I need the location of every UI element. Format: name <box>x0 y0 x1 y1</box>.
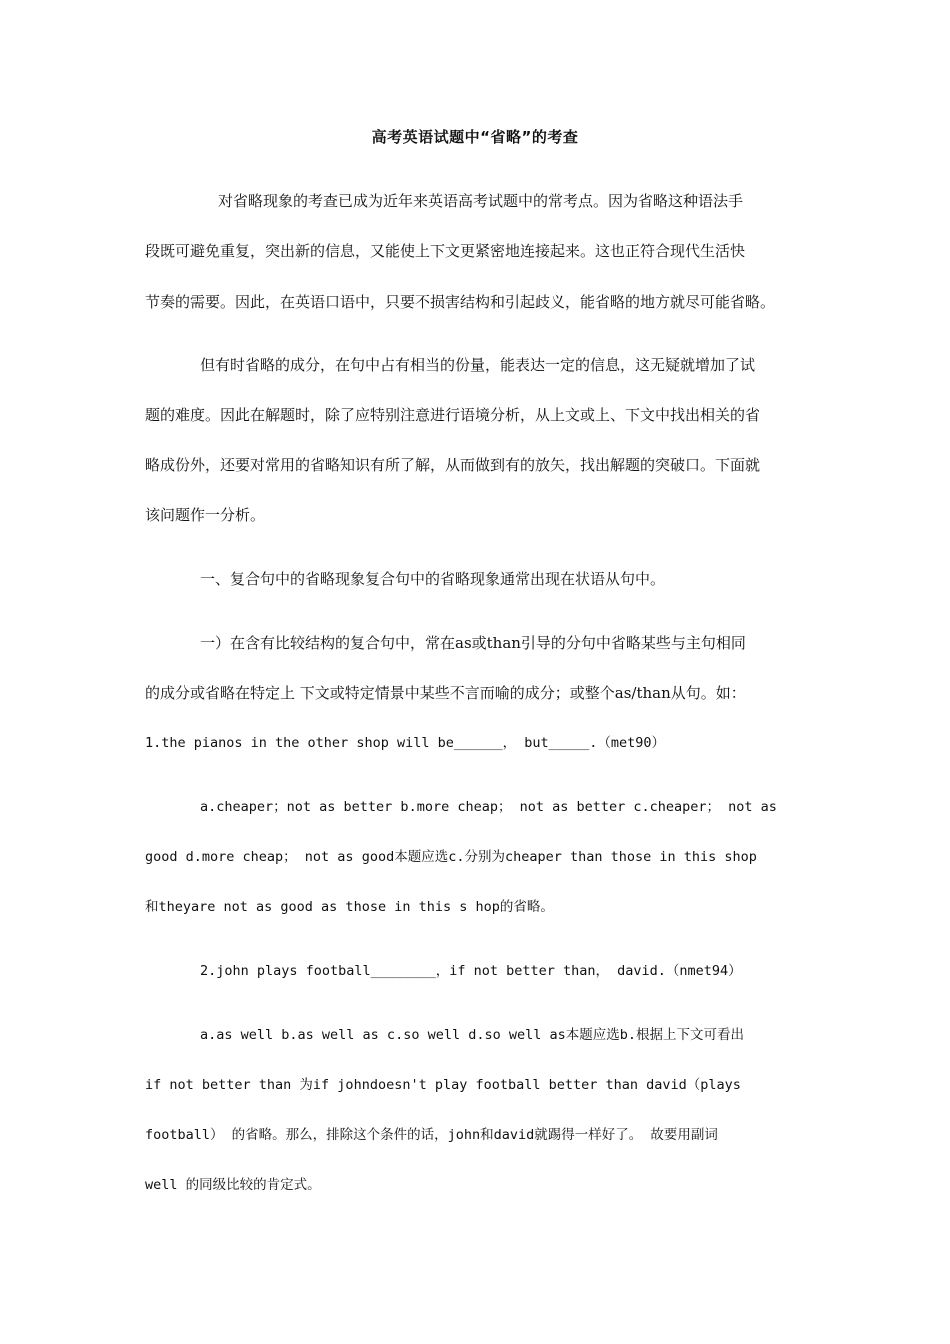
example-1-line-3: 和theyare not as good as those in this s hop的省略。 <box>145 899 554 915</box>
question-2: 2.john plays football________，if not better than， david.（nmet94） <box>200 963 742 979</box>
paragraph-2-line-3: 略成份外，还要对常用的省略知识有所了解，从而做到有的放矢，找出解题的突破口。下面就 <box>145 456 761 474</box>
example-2-line-2: if not better than 为if johndoesn't play football better than david（plays <box>145 1077 741 1093</box>
paragraph-2-line-4: 该问题作一分析。 <box>145 506 266 524</box>
subsection-1-line-1: 一）在含有比较结构的复合句中，常在as或than引导的分句中省略某些与主句相同 <box>200 634 746 652</box>
example-2-line-3: football） 的省略。那么，排除这个条件的话，john和david就踢得一样好了。 故要用副词 <box>145 1127 718 1143</box>
question-1: 1.the pianos in the other shop will be______， but_____.（met90） <box>145 735 666 751</box>
example-1-line-2: good d.more cheap； not as good本题应选c.分别为cheaper than those in this shop <box>145 849 757 865</box>
example-2-line-1: a.as well b.as well as c.so well d.so well as本题应选b.根据上下文可看出 <box>200 1027 745 1043</box>
subsection-1-line-2: 的成分或省略在特定上 下文或特定情景中某些不言而喻的成分；或整个as/than从句。如： <box>145 684 746 702</box>
document-title: 高考英语试题中“省略”的考查 <box>371 128 579 146</box>
example-1-line-1: a.cheaper；not as better b.more cheap； not as better c.cheaper； not as <box>200 799 777 815</box>
paragraph-1-line-1: 对省略现象的考查已成为近年来英语高考试题中的常考点。因为省略这种语法手 <box>218 192 744 210</box>
paragraph-2-line-1: 但有时省略的成分，在句中占有相当的份量，能表达一定的信息，这无疑就增加了试 <box>200 356 756 374</box>
section-1-heading: 一、复合句中的省略现象复合句中的省略现象通常出现在状语从句中。 <box>200 570 666 588</box>
paragraph-2-line-2: 题的难度。因此在解题时，除了应特别注意进行语境分析，从上文或上、下文中找出相关的省 <box>145 406 761 424</box>
example-2-line-4: well 的同级比较的肯定式。 <box>145 1177 321 1193</box>
paragraph-1-line-3: 节奏的需要。因此，在英语口语中，只要不损害结构和引起歧义，能省略的地方就尽可能省略。 <box>145 293 776 311</box>
paragraph-1-line-2: 段既可避免重复，突出新的信息，又能使上下文更紧密地连接起来。这也正符合现代生活快 <box>145 242 746 260</box>
